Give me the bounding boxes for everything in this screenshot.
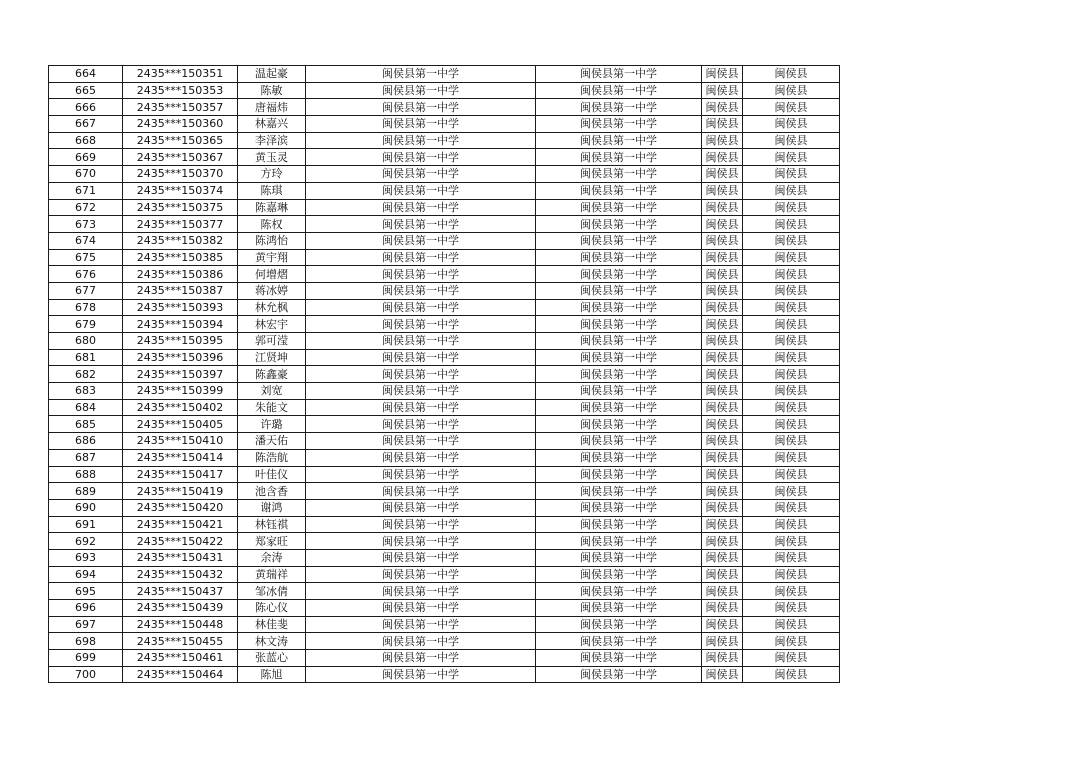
serial-number-cell: 665 [49,82,123,99]
region-cell: 闽侯县 [743,666,840,683]
serial-number-cell: 677 [49,282,123,299]
admission-school-cell: 闽侯县第一中学 [536,516,702,533]
serial-number-cell: 666 [49,99,123,116]
candidate-id-cell: 2435***150422 [123,533,238,550]
table-row [49,466,840,483]
serial-number-cell: 684 [49,399,123,416]
school-cell: 闽侯县第一中学 [306,399,536,416]
candidate-id-cell: 2435***150417 [123,466,238,483]
county-cell: 闽侯县 [702,182,743,199]
region-cell: 闽侯县 [743,633,840,650]
school-cell: 闽侯县第一中学 [306,116,536,133]
admission-school-cell: 闽侯县第一中学 [536,333,702,350]
student-name-cell: 郑家旺 [238,533,306,550]
school-cell: 闽侯县第一中学 [306,299,536,316]
serial-number-cell: 672 [49,199,123,216]
serial-number-cell: 678 [49,299,123,316]
serial-number-cell: 685 [49,416,123,433]
table-row [49,82,840,99]
table-row [49,600,840,617]
table-row [49,66,840,83]
school-cell: 闽侯县第一中学 [306,416,536,433]
student-name-cell: 林钰祺 [238,516,306,533]
county-cell: 闽侯县 [702,149,743,166]
serial-number-cell: 673 [49,216,123,233]
admission-school-cell: 闽侯县第一中学 [536,216,702,233]
candidate-id-cell: 2435***150370 [123,166,238,183]
candidate-id-cell: 2435***150394 [123,316,238,333]
candidate-id-cell: 2435***150420 [123,499,238,516]
serial-number-cell: 675 [49,249,123,266]
county-cell: 闽侯县 [702,316,743,333]
student-name-cell: 陈权 [238,216,306,233]
serial-number-cell: 697 [49,616,123,633]
serial-number-cell: 695 [49,583,123,600]
admission-school-cell: 闽侯县第一中学 [536,449,702,466]
admission-school-cell: 闽侯县第一中学 [536,66,702,83]
serial-number-cell: 683 [49,383,123,400]
student-name-cell: 李泽滨 [238,132,306,149]
county-cell: 闽侯县 [702,600,743,617]
county-cell: 闽侯县 [702,650,743,667]
student-name-cell: 陈嘉琳 [238,199,306,216]
student-name-cell: 唐福炜 [238,99,306,116]
school-cell: 闽侯县第一中学 [306,483,536,500]
region-cell: 闽侯县 [743,199,840,216]
school-cell: 闽侯县第一中学 [306,182,536,199]
region-cell: 闽侯县 [743,616,840,633]
serial-number-cell: 692 [49,533,123,550]
student-name-cell: 陈旭 [238,666,306,683]
admission-school-cell: 闽侯县第一中学 [536,199,702,216]
region-cell: 闽侯县 [743,466,840,483]
table-row [49,666,840,683]
admission-school-cell: 闽侯县第一中学 [536,650,702,667]
candidate-id-cell: 2435***150448 [123,616,238,633]
serial-number-cell: 682 [49,366,123,383]
region-cell: 闽侯县 [743,316,840,333]
student-name-cell: 黄玉灵 [238,149,306,166]
student-name-cell: 黄瑞祥 [238,566,306,583]
admission-school-cell: 闽侯县第一中学 [536,266,702,283]
county-cell: 闽侯县 [702,433,743,450]
region-cell: 闽侯县 [743,583,840,600]
table-row [49,316,840,333]
table-row [49,132,840,149]
candidate-id-cell: 2435***150431 [123,549,238,566]
county-cell: 闽侯县 [702,116,743,133]
school-cell: 闽侯县第一中学 [306,132,536,149]
candidate-id-cell: 2435***150393 [123,299,238,316]
admission-school-cell: 闽侯县第一中学 [536,349,702,366]
serial-number-cell: 680 [49,333,123,350]
school-cell: 闽侯县第一中学 [306,249,536,266]
region-cell: 闽侯县 [743,600,840,617]
region-cell: 闽侯县 [743,383,840,400]
school-cell: 闽侯县第一中学 [306,66,536,83]
serial-number-cell: 689 [49,483,123,500]
serial-number-cell: 688 [49,466,123,483]
region-cell: 闽侯县 [743,433,840,450]
school-cell: 闽侯县第一中学 [306,566,536,583]
table-row [49,650,840,667]
county-cell: 闽侯县 [702,266,743,283]
admission-school-cell: 闽侯县第一中学 [536,82,702,99]
admission-school-cell: 闽侯县第一中学 [536,316,702,333]
serial-number-cell: 691 [49,516,123,533]
admission-school-cell: 闽侯县第一中学 [536,282,702,299]
school-cell: 闽侯县第一中学 [306,600,536,617]
region-cell: 闽侯县 [743,116,840,133]
admission-school-cell: 闽侯县第一中学 [536,232,702,249]
candidate-id-cell: 2435***150399 [123,383,238,400]
admission-school-cell: 闽侯县第一中学 [536,533,702,550]
region-cell: 闽侯县 [743,349,840,366]
school-cell: 闽侯县第一中学 [306,449,536,466]
student-name-cell: 池含香 [238,483,306,500]
county-cell: 闽侯县 [702,282,743,299]
student-name-cell: 林佳斐 [238,616,306,633]
county-cell: 闽侯县 [702,166,743,183]
school-cell: 闽侯县第一中学 [306,633,536,650]
admission-school-cell: 闽侯县第一中学 [536,132,702,149]
county-cell: 闽侯县 [702,333,743,350]
candidate-id-cell: 2435***150351 [123,66,238,83]
region-cell: 闽侯县 [743,232,840,249]
table-row [49,199,840,216]
student-name-cell: 潘天佑 [238,433,306,450]
candidate-id-cell: 2435***150414 [123,449,238,466]
table-row [49,366,840,383]
county-cell: 闽侯县 [702,449,743,466]
county-cell: 闽侯县 [702,232,743,249]
county-cell: 闽侯县 [702,566,743,583]
candidate-id-cell: 2435***150419 [123,483,238,500]
school-cell: 闽侯县第一中学 [306,166,536,183]
school-cell: 闽侯县第一中学 [306,666,536,683]
region-cell: 闽侯县 [743,566,840,583]
region-cell: 闽侯县 [743,366,840,383]
region-cell: 闽侯县 [743,132,840,149]
county-cell: 闽侯县 [702,499,743,516]
county-cell: 闽侯县 [702,383,743,400]
student-name-cell: 叶佳仪 [238,466,306,483]
candidate-id-cell: 2435***150353 [123,82,238,99]
student-name-cell: 林嘉兴 [238,116,306,133]
school-cell: 闽侯县第一中学 [306,516,536,533]
serial-number-cell: 671 [49,182,123,199]
student-name-cell: 陈心仪 [238,600,306,617]
student-name-cell: 张蓝心 [238,650,306,667]
admission-school-cell: 闽侯县第一中学 [536,182,702,199]
admission-school-cell: 闽侯县第一中学 [536,366,702,383]
region-cell: 闽侯县 [743,149,840,166]
student-roster-table [48,65,840,683]
county-cell: 闽侯县 [702,483,743,500]
county-cell: 闽侯县 [702,516,743,533]
student-name-cell: 陈敏 [238,82,306,99]
candidate-id-cell: 2435***150374 [123,182,238,199]
county-cell: 闽侯县 [702,666,743,683]
school-cell: 闽侯县第一中学 [306,650,536,667]
school-cell: 闽侯县第一中学 [306,216,536,233]
candidate-id-cell: 2435***150410 [123,433,238,450]
admission-school-cell: 闽侯县第一中学 [536,466,702,483]
serial-number-cell: 686 [49,433,123,450]
serial-number-cell: 676 [49,266,123,283]
table-row [49,583,840,600]
county-cell: 闽侯县 [702,132,743,149]
candidate-id-cell: 2435***150464 [123,666,238,683]
admission-school-cell: 闽侯县第一中学 [536,499,702,516]
table-row [49,633,840,650]
serial-number-cell: 664 [49,66,123,83]
school-cell: 闽侯县第一中学 [306,433,536,450]
region-cell: 闽侯县 [743,549,840,566]
serial-number-cell: 698 [49,633,123,650]
table-row [49,333,840,350]
admission-school-cell: 闽侯县第一中学 [536,249,702,266]
serial-number-cell: 679 [49,316,123,333]
table-row [49,166,840,183]
table-row [49,149,840,166]
student-name-cell: 林文涛 [238,633,306,650]
serial-number-cell: 669 [49,149,123,166]
school-cell: 闽侯县第一中学 [306,383,536,400]
candidate-id-cell: 2435***150367 [123,149,238,166]
admission-school-cell: 闽侯县第一中学 [536,149,702,166]
county-cell: 闽侯县 [702,82,743,99]
school-cell: 闽侯县第一中学 [306,99,536,116]
admission-school-cell: 闽侯县第一中学 [536,399,702,416]
student-name-cell: 黄宇翔 [238,249,306,266]
school-cell: 闽侯县第一中学 [306,533,536,550]
admission-school-cell: 闽侯县第一中学 [536,483,702,500]
student-name-cell: 江贤坤 [238,349,306,366]
student-name-cell: 陈浩航 [238,449,306,466]
school-cell: 闽侯县第一中学 [306,82,536,99]
region-cell: 闽侯县 [743,399,840,416]
student-name-cell: 陈鑫豪 [238,366,306,383]
student-name-cell: 郭可滢 [238,333,306,350]
admission-school-cell: 闽侯县第一中学 [536,383,702,400]
serial-number-cell: 667 [49,116,123,133]
region-cell: 闽侯县 [743,182,840,199]
region-cell: 闽侯县 [743,266,840,283]
region-cell: 闽侯县 [743,483,840,500]
county-cell: 闽侯县 [702,366,743,383]
table-row [49,516,840,533]
table-row [49,299,840,316]
candidate-id-cell: 2435***150396 [123,349,238,366]
school-cell: 闽侯县第一中学 [306,466,536,483]
candidate-id-cell: 2435***150377 [123,216,238,233]
table-row [49,533,840,550]
table-row [49,266,840,283]
candidate-id-cell: 2435***150402 [123,399,238,416]
admission-school-cell: 闽侯县第一中学 [536,566,702,583]
candidate-id-cell: 2435***150461 [123,650,238,667]
school-cell: 闽侯县第一中学 [306,499,536,516]
table-row [49,416,840,433]
county-cell: 闽侯县 [702,99,743,116]
candidate-id-cell: 2435***150439 [123,600,238,617]
table-row [49,249,840,266]
serial-number-cell: 681 [49,349,123,366]
table-row [49,383,840,400]
student-name-cell: 陈琪 [238,182,306,199]
table-row [49,349,840,366]
roster-body [49,66,840,683]
student-name-cell: 朱能文 [238,399,306,416]
region-cell: 闽侯县 [743,166,840,183]
candidate-id-cell: 2435***150360 [123,116,238,133]
school-cell: 闽侯县第一中学 [306,349,536,366]
serial-number-cell: 690 [49,499,123,516]
region-cell: 闽侯县 [743,249,840,266]
county-cell: 闽侯县 [702,416,743,433]
region-cell: 闽侯县 [743,650,840,667]
table-row [49,483,840,500]
admission-school-cell: 闽侯县第一中学 [536,633,702,650]
school-cell: 闽侯县第一中学 [306,316,536,333]
candidate-id-cell: 2435***150421 [123,516,238,533]
county-cell: 闽侯县 [702,616,743,633]
school-cell: 闽侯县第一中学 [306,583,536,600]
student-name-cell: 蒋冰婷 [238,282,306,299]
table-row [49,499,840,516]
serial-number-cell: 693 [49,549,123,566]
candidate-id-cell: 2435***150375 [123,199,238,216]
county-cell: 闽侯县 [702,349,743,366]
candidate-id-cell: 2435***150395 [123,333,238,350]
table-row [49,232,840,249]
admission-school-cell: 闽侯县第一中学 [536,166,702,183]
table-row [49,282,840,299]
serial-number-cell: 694 [49,566,123,583]
table-row [49,433,840,450]
admission-school-cell: 闽侯县第一中学 [536,666,702,683]
serial-number-cell: 700 [49,666,123,683]
region-cell: 闽侯县 [743,99,840,116]
candidate-id-cell: 2435***150365 [123,132,238,149]
school-cell: 闽侯县第一中学 [306,333,536,350]
table-row [49,399,840,416]
county-cell: 闽侯县 [702,633,743,650]
roster-sheet [48,65,840,683]
county-cell: 闽侯县 [702,399,743,416]
candidate-id-cell: 2435***150387 [123,282,238,299]
candidate-id-cell: 2435***150432 [123,566,238,583]
county-cell: 闽侯县 [702,249,743,266]
region-cell: 闽侯县 [743,216,840,233]
candidate-id-cell: 2435***150405 [123,416,238,433]
admission-school-cell: 闽侯县第一中学 [536,299,702,316]
admission-school-cell: 闽侯县第一中学 [536,549,702,566]
student-name-cell: 邹冰倩 [238,583,306,600]
county-cell: 闽侯县 [702,299,743,316]
student-name-cell: 林允枫 [238,299,306,316]
candidate-id-cell: 2435***150382 [123,232,238,249]
student-name-cell: 陈鸿怡 [238,232,306,249]
region-cell: 闽侯县 [743,333,840,350]
school-cell: 闽侯县第一中学 [306,149,536,166]
table-row [49,549,840,566]
county-cell: 闽侯县 [702,216,743,233]
county-cell: 闽侯县 [702,466,743,483]
student-name-cell: 谢鸿 [238,499,306,516]
candidate-id-cell: 2435***150357 [123,99,238,116]
region-cell: 闽侯县 [743,499,840,516]
candidate-id-cell: 2435***150437 [123,583,238,600]
region-cell: 闽侯县 [743,282,840,299]
school-cell: 闽侯县第一中学 [306,616,536,633]
admission-school-cell: 闽侯县第一中学 [536,600,702,617]
candidate-id-cell: 2435***150455 [123,633,238,650]
county-cell: 闽侯县 [702,583,743,600]
school-cell: 闽侯县第一中学 [306,549,536,566]
candidate-id-cell: 2435***150385 [123,249,238,266]
student-name-cell: 温起豪 [238,66,306,83]
school-cell: 闽侯县第一中学 [306,282,536,299]
table-row [49,99,840,116]
admission-school-cell: 闽侯县第一中学 [536,433,702,450]
region-cell: 闽侯县 [743,82,840,99]
admission-school-cell: 闽侯县第一中学 [536,116,702,133]
table-row [49,216,840,233]
region-cell: 闽侯县 [743,533,840,550]
table-row [49,566,840,583]
region-cell: 闽侯县 [743,449,840,466]
region-cell: 闽侯县 [743,66,840,83]
admission-school-cell: 闽侯县第一中学 [536,583,702,600]
table-row [49,116,840,133]
region-cell: 闽侯县 [743,299,840,316]
serial-number-cell: 699 [49,650,123,667]
school-cell: 闽侯县第一中学 [306,266,536,283]
candidate-id-cell: 2435***150386 [123,266,238,283]
serial-number-cell: 668 [49,132,123,149]
student-name-cell: 余涛 [238,549,306,566]
school-cell: 闽侯县第一中学 [306,366,536,383]
table-row [49,616,840,633]
admission-school-cell: 闽侯县第一中学 [536,416,702,433]
student-name-cell: 方玲 [238,166,306,183]
student-name-cell: 何增熠 [238,266,306,283]
school-cell: 闽侯县第一中学 [306,199,536,216]
region-cell: 闽侯县 [743,416,840,433]
county-cell: 闽侯县 [702,549,743,566]
student-name-cell: 刘宽 [238,383,306,400]
region-cell: 闽侯县 [743,516,840,533]
serial-number-cell: 670 [49,166,123,183]
admission-school-cell: 闽侯县第一中学 [536,99,702,116]
admission-school-cell: 闽侯县第一中学 [536,616,702,633]
county-cell: 闽侯县 [702,199,743,216]
candidate-id-cell: 2435***150397 [123,366,238,383]
county-cell: 闽侯县 [702,66,743,83]
county-cell: 闽侯县 [702,533,743,550]
serial-number-cell: 696 [49,600,123,617]
school-cell: 闽侯县第一中学 [306,232,536,249]
student-name-cell: 许璐 [238,416,306,433]
serial-number-cell: 687 [49,449,123,466]
student-name-cell: 林宏宇 [238,316,306,333]
table-row [49,182,840,199]
serial-number-cell: 674 [49,232,123,249]
table-row [49,449,840,466]
